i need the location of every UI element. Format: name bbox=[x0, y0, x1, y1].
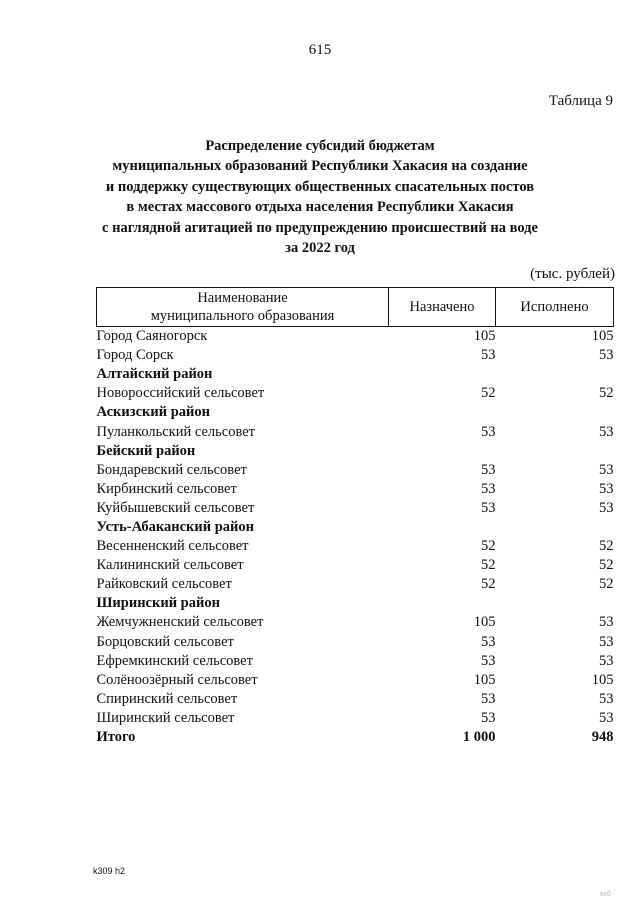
municipality-name: Куйбышевский сельсовет bbox=[96, 499, 255, 516]
table-row bbox=[97, 384, 614, 403]
executed-value: 53 bbox=[599, 480, 614, 497]
executed-value: 53 bbox=[599, 461, 614, 478]
table-row bbox=[97, 537, 614, 556]
table-row bbox=[97, 556, 614, 575]
title-line: муниципальных образований Республики Хакасия на создание bbox=[112, 158, 528, 175]
district-row bbox=[97, 403, 614, 422]
title-line: с наглядной агитацией по предупреждению происшествий на воде bbox=[102, 219, 538, 236]
total-assigned: 1 000 bbox=[462, 729, 496, 746]
column-header-name-line1: Наименование bbox=[197, 290, 288, 306]
district-row bbox=[97, 518, 614, 537]
title-line: в местах массового отдыха населения Республики Хакасия bbox=[126, 199, 514, 216]
table-row bbox=[97, 461, 614, 480]
table-row bbox=[97, 613, 614, 632]
executed-value: 53 bbox=[599, 690, 614, 707]
district-name: Ширинский район bbox=[96, 595, 220, 612]
assigned-value: 53 bbox=[481, 652, 496, 669]
stamp-mark: вкб bbox=[600, 891, 611, 898]
table-row bbox=[97, 575, 614, 594]
table-body bbox=[97, 327, 614, 728]
executed-value: 53 bbox=[599, 499, 614, 516]
column-header-name-line2: муниципального образования bbox=[150, 308, 335, 324]
assigned-value: 53 bbox=[481, 633, 496, 650]
table-row bbox=[97, 709, 614, 728]
assigned-value: 105 bbox=[473, 328, 496, 345]
executed-value: 53 bbox=[599, 347, 614, 364]
executed-value: 52 bbox=[599, 538, 614, 555]
assigned-value: 53 bbox=[481, 690, 496, 707]
assigned-value: 105 bbox=[473, 614, 496, 631]
district-name: Алтайский район bbox=[96, 366, 213, 383]
municipality-name: Ширинский сельсовет bbox=[96, 709, 235, 726]
municipality-name: Город Саяногорск bbox=[96, 328, 208, 345]
executed-value: 53 bbox=[599, 614, 614, 631]
municipality-name: Бондаревский сельсовет bbox=[96, 461, 247, 478]
table-row bbox=[97, 346, 614, 365]
column-header-name bbox=[97, 288, 389, 327]
footer-code: k309 h2 bbox=[93, 866, 126, 876]
assigned-value: 53 bbox=[481, 480, 496, 497]
assigned-value: 53 bbox=[481, 423, 496, 440]
executed-value: 105 bbox=[591, 671, 614, 688]
table-row bbox=[97, 422, 614, 441]
total-label: Итого bbox=[96, 729, 136, 746]
assigned-value: 52 bbox=[481, 538, 496, 555]
title-line: Распределение субсидий бюджетам bbox=[205, 138, 435, 154]
table-row bbox=[97, 690, 614, 709]
assigned-value: 53 bbox=[481, 461, 496, 478]
municipality-name: Пуланкольский сельсовет bbox=[96, 423, 255, 440]
municipality-name: Райковский сельсовет bbox=[96, 576, 232, 593]
executed-value: 53 bbox=[599, 709, 614, 726]
table-header-row bbox=[97, 288, 614, 327]
municipality-name: Солёноозёрный сельсовет bbox=[96, 671, 258, 688]
subsidies-table bbox=[96, 287, 614, 747]
executed-value: 52 bbox=[599, 385, 614, 402]
table-row bbox=[97, 633, 614, 652]
district-name: Усть-Абаканский район bbox=[96, 518, 255, 535]
units-label: (тыс. рублей) bbox=[530, 266, 615, 282]
assigned-value: 53 bbox=[481, 709, 496, 726]
municipality-name: Кирбинский сельсовет bbox=[96, 480, 237, 497]
municipality-name: Город Сорск bbox=[96, 347, 174, 364]
district-name: Аскизский район bbox=[96, 404, 210, 421]
municipality-name: Борцовский сельсовет bbox=[96, 633, 234, 650]
document-title bbox=[80, 136, 560, 258]
assigned-value: 53 bbox=[481, 347, 496, 364]
executed-value: 105 bbox=[591, 328, 614, 345]
executed-value: 53 bbox=[599, 423, 614, 440]
table-row bbox=[97, 652, 614, 671]
title-line: за 2022 год bbox=[285, 240, 355, 257]
assigned-value: 52 bbox=[481, 576, 496, 593]
assigned-value: 53 bbox=[481, 499, 496, 516]
table-row bbox=[97, 327, 614, 347]
page-number: 615 bbox=[308, 42, 332, 58]
assigned-value: 52 bbox=[481, 385, 496, 402]
assigned-value: 52 bbox=[481, 557, 496, 574]
municipality-name: Жемчужненский сельсовет bbox=[96, 614, 264, 631]
executed-value: 52 bbox=[599, 557, 614, 574]
municipality-name: Новороссийский сельсовет bbox=[96, 385, 265, 402]
municipality-name: Калининский сельсовет bbox=[96, 557, 244, 574]
table-row bbox=[97, 671, 614, 690]
table-label: Таблица 9 bbox=[548, 93, 613, 109]
municipality-name: Ефремкинский сельсовет bbox=[96, 652, 253, 669]
total-executed: 948 bbox=[591, 729, 614, 746]
column-header-executed: Исполнено bbox=[496, 288, 614, 327]
district-name: Бейский район bbox=[96, 442, 196, 459]
title-line: и поддержку существующих общественных спасательных постов bbox=[105, 178, 535, 195]
executed-value: 53 bbox=[599, 652, 614, 669]
executed-value: 53 bbox=[599, 633, 614, 650]
column-header-assigned: Назначено bbox=[389, 288, 496, 327]
executed-value: 52 bbox=[599, 576, 614, 593]
total-row bbox=[97, 728, 614, 747]
district-row bbox=[97, 594, 614, 613]
table-row bbox=[97, 499, 614, 518]
municipality-name: Весенненский сельсовет bbox=[96, 538, 249, 555]
table-row bbox=[97, 480, 614, 499]
assigned-value: 105 bbox=[473, 671, 496, 688]
municipality-name: Спиринский сельсовет bbox=[96, 690, 238, 707]
district-row bbox=[97, 442, 614, 461]
district-row bbox=[97, 365, 614, 384]
